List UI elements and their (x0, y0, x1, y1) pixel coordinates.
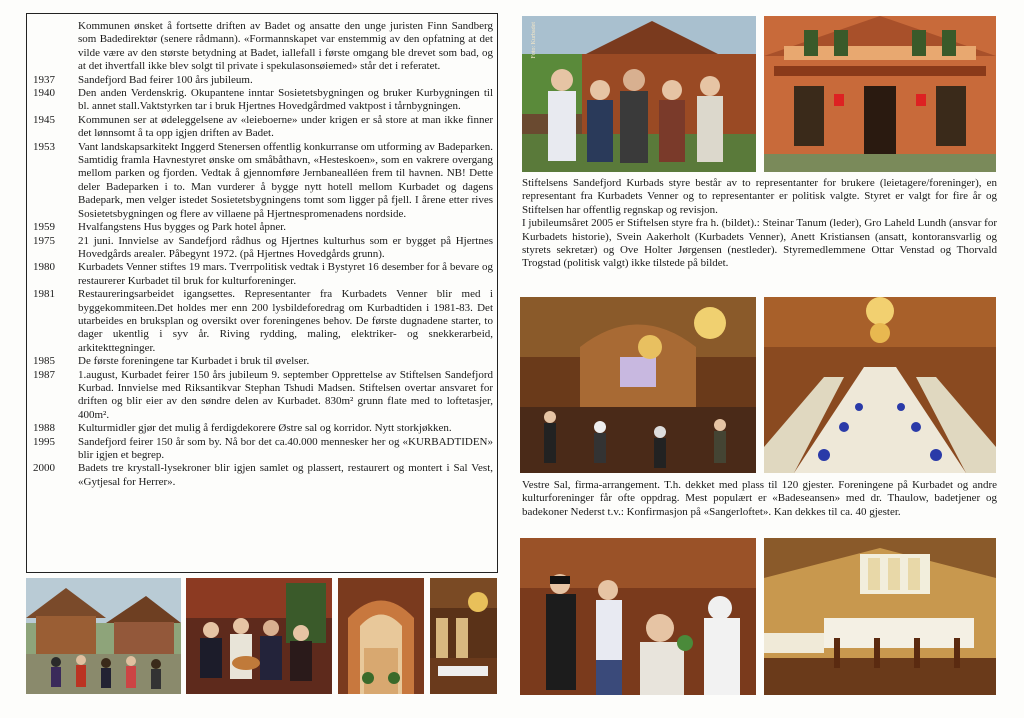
timeline (33, 20, 493, 489)
timeline-text: Badets tre krystall-lysekroner blir igjen samlet og plassert, restaurert og montert i Sal Vest, «Gytjesal for Herrer». (78, 462, 493, 488)
intro-text: Kommunen ønsket å fortsette driften av Badet og ansatte den unge juristen Finn Sandberg som Badedirektør (senere rådmann). «Formannskapet var enstemmig av den opfatning at det vilde være av den største betydning at Badet, iallefall i første omgang ble drevet som bad, og at det ihvertfall ikke blev solgt til private i spekulasonsøiemed» står det i referatet. (78, 20, 493, 73)
timeline-year: 1945 (33, 113, 55, 126)
timeline-text: Hvalfangstens Hus bygges og Park hotel åpner. (78, 221, 287, 234)
timeline-entry (33, 261, 493, 288)
timeline-text: Den anden Verdenskrig. Okupantene inntar Sosietetsbygningen og bruker Kurbygningen til bl. annet stall.Vaktstyrken tar i bruk Hjertnes Hovedgårdmed vaktpost i tårnbygningen. (78, 87, 493, 113)
photo-musicians (186, 578, 332, 694)
caption-board (522, 177, 997, 271)
timeline-entry (33, 74, 493, 87)
timeline-year: 1995 (33, 435, 55, 448)
timeline-year: 1975 (33, 234, 55, 247)
photo-kurbadet-facade (764, 16, 996, 172)
photo-sangerloftet (764, 538, 996, 695)
photo-vestre-sal-event (520, 297, 756, 473)
timeline-year: 1987 (33, 368, 55, 381)
photo-credit: Foto: Kurbadet (531, 22, 537, 59)
timeline-entry (33, 369, 493, 423)
photo-board-members (522, 16, 756, 172)
timeline-year: 2000 (33, 462, 55, 475)
timeline-box (26, 13, 498, 573)
right-page (512, 0, 1024, 718)
timeline-text: Vant landskapsarkitekt Inggerd Stenersen offentlig konkurranse om utforming av Badeparken. Samtidig framla Havnestyret ønske om småbåthavn, «Hesteskoen», som en vakrere overgang mellom parken og fjorden. Vedtak å gjennomføre Jernbanealléen frem til havnen. NB! Dette deler Badeparken i to. Man vurderer å bygge nytt hotell mellom Kurbadet og dagens Badepark, men velger istedet Sosietetsbygningens tomt som ligger på fjell. I årene etter rives Sosietetsbygningen og flere av villaene på Hjertnespromenadens nordside. (78, 140, 493, 220)
photo-corridor (338, 578, 424, 694)
timeline-year: 1981 (33, 288, 55, 301)
caption-board-p2: I jubileumsåret 2005 er Stiftelsen styre fra h. (bildet).: Steinar Tanum (leder), Gro Laheld Lundh (ansvar for Kurbadets historie), Svein Aakerholt (Kurbadets Venner), Anett Kristiansen (ansatt, kontoransvarlig og styrets sekretær) og Ove Holter Jørgensen (nestleder). Styremedlemmene Ottar Venstad og Thorvald Trogstad (politisk valgt) ikke tilstede på bildet. (522, 217, 997, 270)
timeline-text: 1.august, Kurbadet feirer 150 års jubileum 9. september Opprettelse av Stiftelsen Sandefjord Kurbad. Innvielse med Riksantikvar Stephan Tshudi Madsen. Stiftelsen overtar ansvaret for driften og blir eier av den søndre delen av Kurbadet. 830m² grunn flate med to loftetasjer, 400m². (78, 368, 493, 421)
photo-dancers-park (26, 578, 181, 694)
caption-board-p1: Stiftelsens Sandefjord Kurbads styre består av to representanter for brukere (leietagere/foreninger), en representant fra Kurbadets Venner og to representanter er politisk valgte. Styret er valgt for fire år og Stiftelsen har offentlig regnskap og revisjon. (522, 177, 997, 216)
timeline-entry (33, 141, 493, 221)
timeline-year: 1985 (33, 355, 55, 368)
timeline-text: Restaureringsarbeidet igangsettes. Representanter fra Kurbadets Venner blir med i byggekommiteen.Det holdes mer enn 200 lysbildeforedrag om Kurbadtiden i 1981-83. Det utarbeides en bruksplan og oversikt over foreningenes behov. De første dugnadene starter, to dager ukentlig i syv år. Riving rydding, maling, elektriker- og snekkerarbeid, arkitekttegninger. (78, 288, 493, 354)
timeline-text: Sandefjord feirer 150 år som by. Nå bor det ca.40.000 mennesker her og «KURBADTIDEN» blir igjen et begrep. (78, 435, 493, 461)
timeline-year: 1940 (33, 87, 55, 100)
timeline-text: Kurbadets Venner stiftes 19 mars. Tverrpolitisk vedtak i Bystyret 16 desember for å bevare og restaurerer Kurbadet til bruk for kulturforeninger. (78, 261, 493, 287)
timeline-text: De første foreningene tar Kurbadet i bruk til øvelser. (78, 355, 310, 368)
timeline-entry (33, 355, 493, 368)
timeline-text: Kulturmidler gjør det mulig å ferdigdekorere Østre sal og korridor. Nytt storkjøkken. (78, 422, 452, 435)
timeline-entry (33, 87, 493, 114)
timeline-entry (33, 235, 493, 262)
timeline-entry (33, 422, 493, 435)
timeline-year: 1980 (33, 261, 55, 274)
caption-hall: Vestre Sal, firma-arrangement. T.h. dekket med plass til 120 gjester. Foreningene på Kurbadet og andre kulturforeninger får ofte oppdrag. Mest populært er «Badeseansen» med dr. Thaulow, badetjener og badekoner Nederst t.v.: Konfirmasjon på «Sangerloftet». Kan dekkes til ca. 40 gjester. (522, 479, 997, 518)
timeline-text: 21 juni. Innvielse av Sandefjord rådhus og Hjertnes kulturhus som er bygget på Hjertnes Hovedgårds arealer. Påbegynt 1972. (på Hjertnes Hovedgårds grunn). (78, 234, 493, 260)
timeline-year: 1959 (33, 221, 55, 234)
photo-chandelier-hall (430, 578, 497, 694)
timeline-year: 1988 (33, 422, 55, 435)
timeline-entry (33, 288, 493, 355)
timeline-entry (33, 462, 493, 489)
timeline-entry (33, 221, 493, 234)
timeline-text: Sandefjord Bad feirer 100 års jubileum. (78, 73, 253, 86)
photo-badeseansen (520, 538, 756, 695)
timeline-intro (33, 20, 493, 74)
timeline-entry (33, 436, 493, 463)
timeline-year: 1953 (33, 140, 55, 153)
timeline-text: Kommunen ser at ødeleggelsene av «leieboerne» under krigen er så store at man ikke finner det lønnsomt å ta opp igjen driften av Badet. (78, 113, 493, 140)
timeline-entry (33, 114, 493, 141)
photo-banquet-tables (764, 297, 996, 473)
timeline-year: 1937 (33, 73, 55, 86)
